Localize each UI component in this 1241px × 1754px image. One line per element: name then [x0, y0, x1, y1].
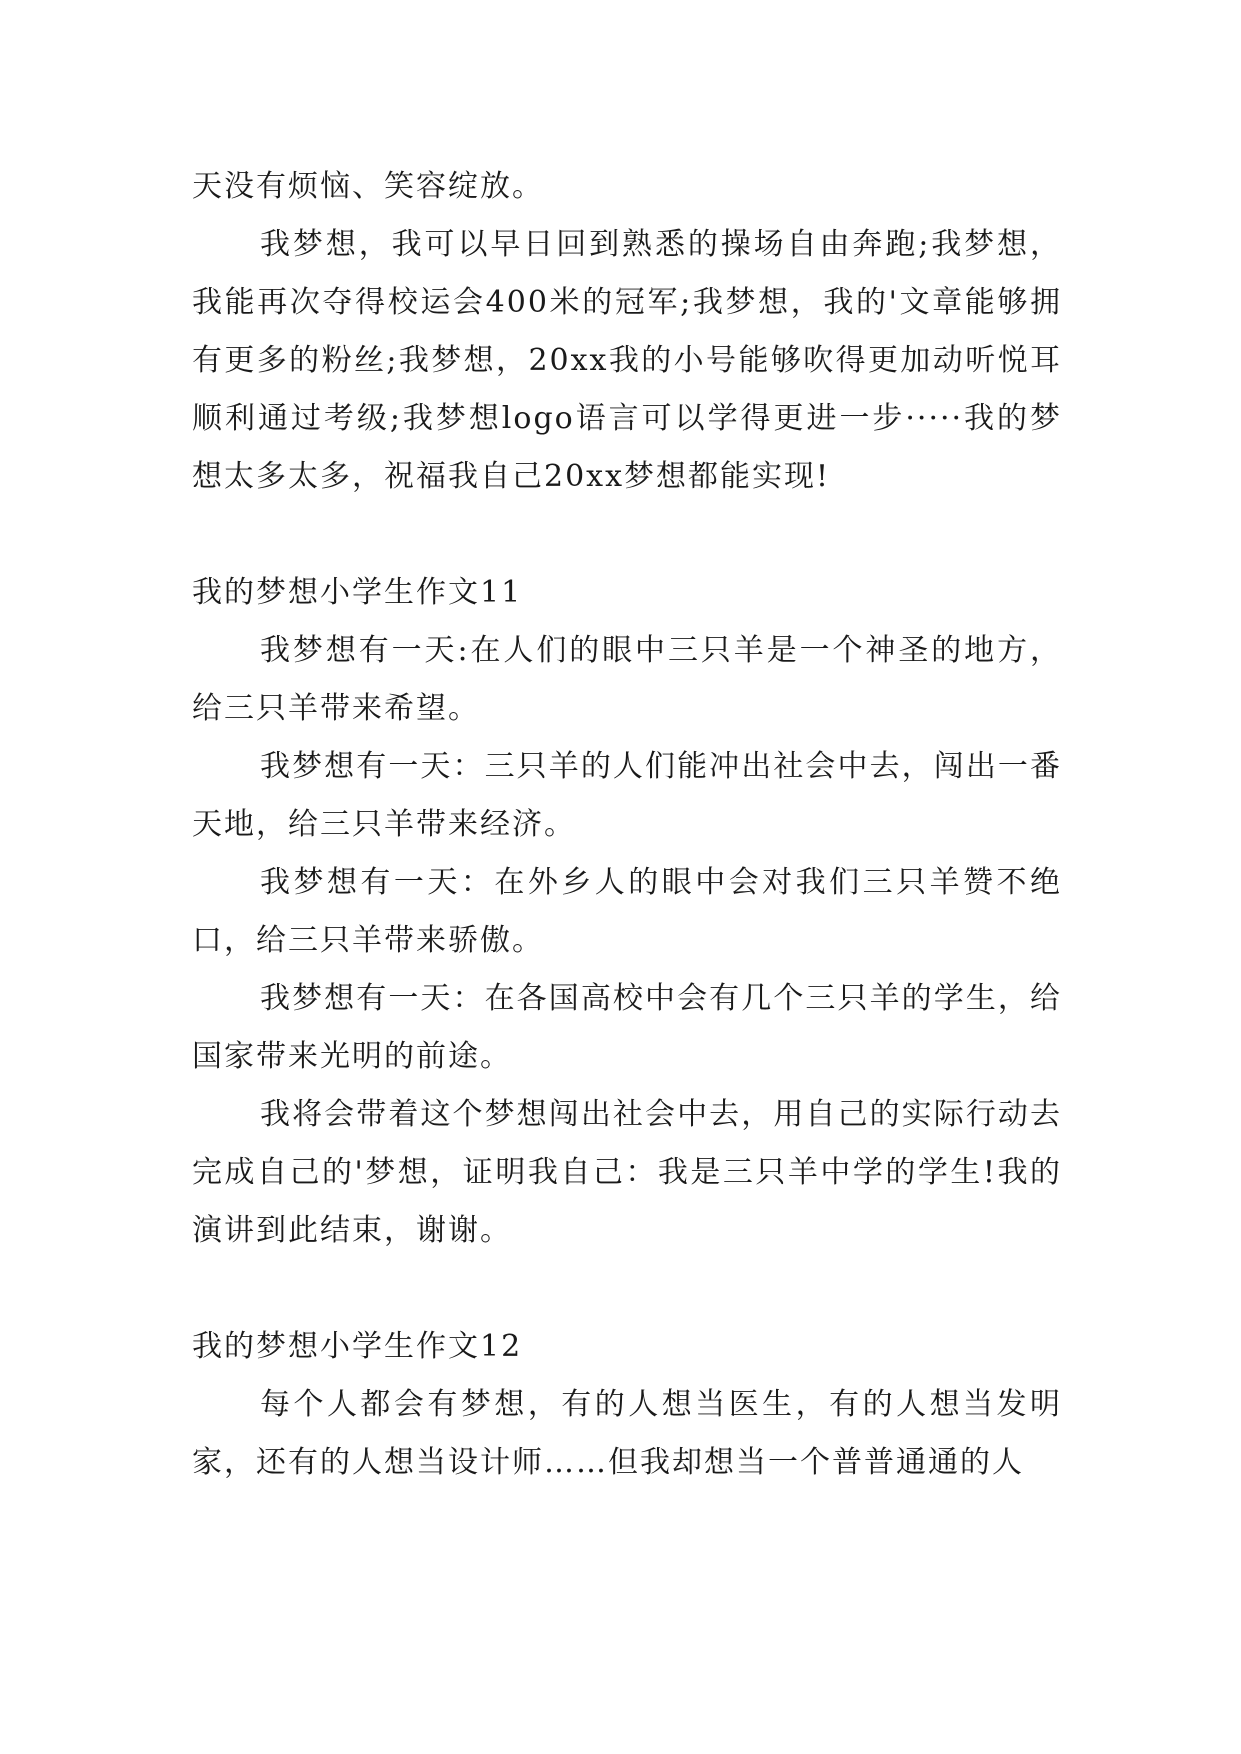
- section-11-paragraph-3: 我梦想有一天：在外乡人的眼中会对我们三只羊赞不绝口，给三只羊带来骄傲。: [192, 865, 1062, 958]
- section-11-paragraph-2: 我梦想有一天：三只羊的人们能冲出社会中去，闯出一番天地，给三只羊带来经济。: [192, 749, 1062, 842]
- document-body: [192, 158, 1062, 1492]
- section-11-paragraph-1: 我梦想有一天:在人们的眼中三只羊是一个神圣的地方，给三只羊带来希望。: [192, 633, 1062, 726]
- paragraph-dreams-list: 我梦想，我可以早日回到熟悉的操场自由奔跑;我梦想，我能再次夺得校运会400米的冠军;我梦想，我的'文章能够拥有更多的粉丝;我梦想，20xx我的小号能够吹得更加动听悦耳顺利通过考级;我梦想logo语言可以学得更进一步·····我的梦想太多太多，祝福我自己20xx梦想都能实现!: [192, 227, 1062, 494]
- section-11-paragraph-4: 我梦想有一天：在各国高校中会有几个三只羊的学生，给国家带来光明的前途。: [192, 981, 1062, 1074]
- section-12-paragraph-1: 每个人都会有梦想，有的人想当医生，有的人想当发明家，还有的人想当设计师……但我却想当一个普普通通的人: [192, 1387, 1062, 1480]
- section-heading-12: 我的梦想小学生作文12: [192, 1329, 523, 1364]
- paragraph-continuation: 天没有烦恼、笑容绽放。: [192, 169, 544, 204]
- section-heading-11: 我的梦想小学生作文11: [192, 575, 523, 610]
- section-11-paragraph-5: 我将会带着这个梦想闯出社会中去，用自己的实际行动去完成自己的'梦想，证明我自己：我是三只羊中学的学生!我的演讲到此结束，谢谢。: [192, 1097, 1062, 1248]
